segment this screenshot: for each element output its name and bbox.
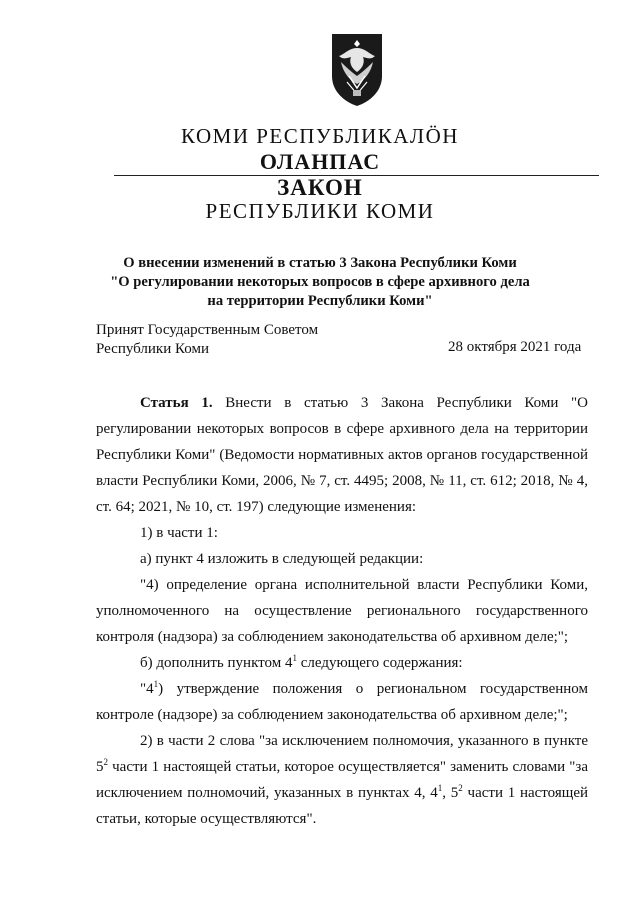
adoption-line: Республики Коми [96, 341, 209, 357]
item-text: ) утверждение положения о региональном государственном контроле (надзоре) за соблюдением законодательства об архивном деле;"; [96, 681, 588, 723]
article-body [96, 390, 588, 832]
item-text: следующего содержания: [296, 655, 463, 671]
superscript: 2 [458, 783, 463, 793]
zakon-heading: ЗАКОН [277, 175, 363, 200]
law-title-line: на территории Республики Коми" [207, 293, 433, 309]
article-intro-text: Внести в статью 3 Закона Республики Коми "О регулировании некоторых вопросов в сфере архивного дела на территории Республики Коми" (Ведомости нормативных актов органов государственной власти Республики Коми, 2006, № 7, ст. 4495; 2008, № 11, ст. 612; 2018, № 4, ст. 64; 2021, № 10, ст. 197) следующие изменения: [96, 395, 589, 515]
item-text: части 1 настоящей статьи, которое осуществляется" заменить словами "за исключением полномочий, указанных в пунктах 4, 4 [96, 759, 588, 801]
quoted-point-4: "4) определение органа исполнительной власти Республики Коми, уполномоченного на осуществление регионального государственного контроля (надзора) за соблюдением законодательства об архивном деле;"; [96, 577, 588, 645]
law-title [0, 254, 640, 311]
list-item [96, 650, 588, 676]
coat-of-arms-emblem [329, 32, 385, 108]
list-item: а) пункт 4 изложить в следующей редакции: [140, 551, 424, 567]
item-text: , 5 [442, 785, 459, 801]
adoption-date: 28 октября 2021 года [448, 339, 582, 355]
quoted-point-4-1 [96, 676, 588, 728]
article-heading: Статья 1. [140, 395, 213, 411]
item-text: "4 [140, 681, 154, 697]
olanpas-heading: ОЛАНПАС [259, 149, 381, 174]
law-title-line: О внесении изменений в статью 3 Закона Республики Коми [123, 255, 517, 271]
list-item [96, 728, 588, 832]
superscript: 1 [153, 679, 159, 689]
adoption-note [96, 321, 318, 359]
item-text: 2) в части 2 слова "за исключением полномочия, указанного в пункте 5 [96, 733, 588, 775]
superscript: 2 [103, 757, 108, 767]
superscript: 1 [437, 783, 443, 793]
item-text: части 1 настоящей статьи, которые осуществляются". [96, 785, 588, 827]
republic-heading: РЕСПУБЛИКИ КОМИ [205, 199, 435, 223]
list-item: 1) в части 1: [140, 525, 218, 541]
adoption-line: Принят Государственным Советом [96, 322, 319, 338]
komi-republic-heading: КОМИ РЕСПУБЛИКАЛÖН [181, 124, 459, 148]
law-title-line: "О регулировании некоторых вопросов в сфере архивного дела [110, 274, 530, 290]
article-intro-paragraph [96, 390, 588, 520]
superscript: 1 [292, 653, 297, 663]
item-text: б) дополнить пунктом 4 [140, 655, 293, 671]
